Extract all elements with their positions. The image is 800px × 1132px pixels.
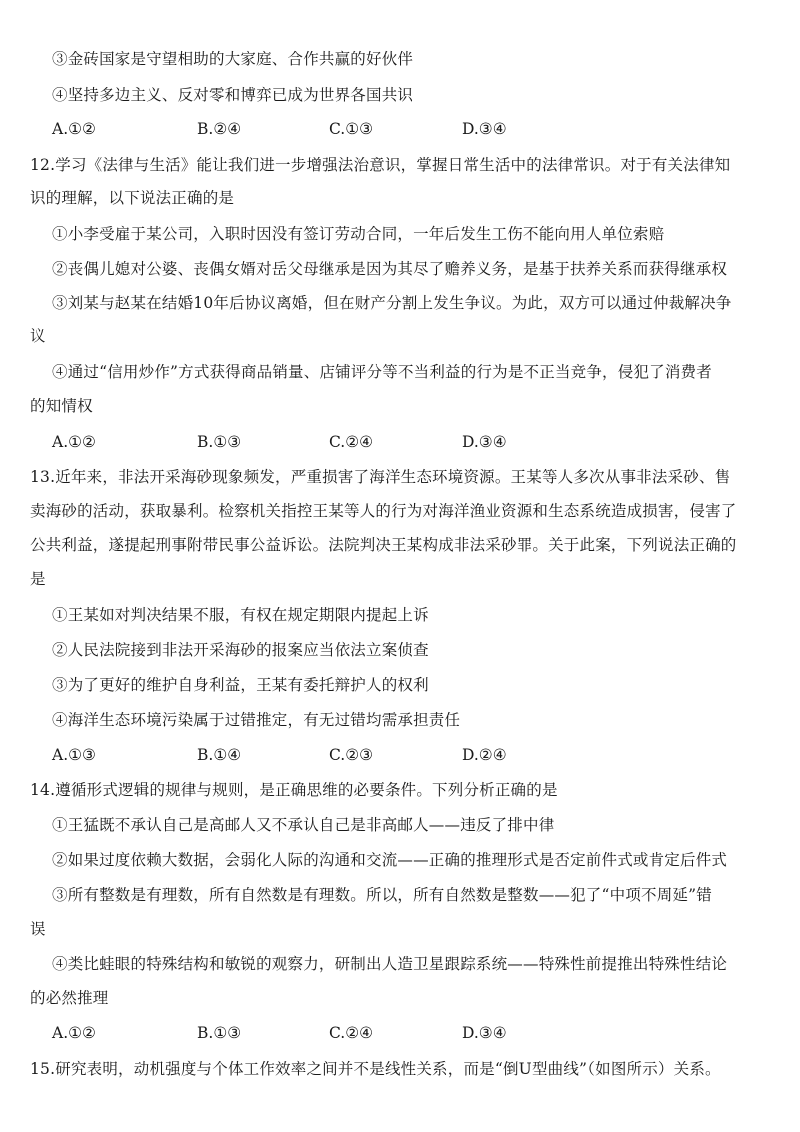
q12-stem-line-1: 12.学习《法律与生活》能让我们进一步增强法治意识，掌握日常生活中的法律常识。对于有关法律知 — [30, 156, 731, 174]
q14-option-d: D.③④ — [462, 1024, 507, 1042]
q13-item-3: ③为了更好的维护自身利益，王某有委托辩护人的权利 — [52, 676, 429, 694]
q14-option-b: B.①③ — [197, 1024, 242, 1042]
q12-item-4-line-1: ④通过“信用炒作”方式获得商品销量、店铺评分等不当利益的行为是不正当竞争，侵犯了消费者 — [52, 363, 712, 381]
q12-options — [52, 431, 752, 453]
q11-item-3: ③金砖国家是守望相助的大家庭、合作共赢的好伙伴 — [52, 50, 414, 68]
q11-options — [52, 118, 752, 140]
q11-option-b: B.②④ — [197, 120, 242, 138]
q13-stem-line-3: 公共利益，遂提起刑事附带民事公益诉讼。法院判决王某构成非法采砂罪。关于此案，下列说法正确的 — [30, 536, 737, 554]
q12-item-3-line-2: 议 — [30, 327, 46, 345]
q14-item-1: ①王猛既不承认自己是高邮人又不承认自己是非高邮人——违反了排中律 — [52, 816, 555, 834]
q13-option-b: B.①④ — [197, 746, 242, 764]
q14-item-3-line-2: 误 — [30, 920, 46, 938]
q14-item-2: ②如果过度依赖大数据，会弱化人际的沟通和交流——正确的推理形式是否定前件式或肯定后件式 — [52, 851, 728, 869]
q13-item-2: ②人民法院接到非法开采海砂的报案应当依法立案侦查 — [52, 641, 429, 659]
q15-stem-line-1: 15.研究表明，动机强度与个体工作效率之间并不是线性关系，而是“倒U型曲线”（如图所示）关系。 — [30, 1060, 721, 1078]
q13-item-4: ④海洋生态环境污染属于过错推定，有无过错均需承担责任 — [52, 711, 461, 729]
q14-option-a: A.①② — [52, 1024, 96, 1042]
q13-option-d: D.②④ — [462, 746, 507, 764]
q13-option-c: C.②③ — [329, 746, 374, 764]
q11-option-d: D.③④ — [462, 120, 507, 138]
q14-option-c: C.②④ — [329, 1024, 374, 1042]
q12-stem-line-2: 识的理解，以下说法正确的是 — [30, 189, 235, 207]
q12-item-2: ②丧偶儿媳对公婆、丧偶女婿对岳父母继承是因为其尽了赡养义务，是基于扶养关系而获得继承权 — [52, 260, 728, 278]
q14-stem-line-1: 14.遵循形式逻辑的规律与规则，是正确思维的必要条件。下列分析正确的是 — [30, 781, 558, 799]
q13-stem-line-1: 13.近年来，非法开采海砂现象频发，严重损害了海洋生态环境资源。王某等人多次从事非法采砂、售 — [30, 468, 731, 486]
q12-option-d: D.③④ — [462, 433, 507, 451]
q12-option-b: B.①③ — [197, 433, 242, 451]
q13-option-a: A.①③ — [52, 746, 96, 764]
q14-item-4-line-1: ④类比蛙眼的特殊结构和敏锐的观察力，研制出人造卫星跟踪系统——特殊性前提推出特殊性结论 — [52, 955, 728, 973]
q12-item-1: ①小李受雇于某公司，入职时因没有签订劳动合同，一年后发生工伤不能向用人单位索赔 — [52, 225, 665, 243]
q14-options — [52, 1022, 752, 1044]
q13-item-1: ①王某如对判决结果不服，有权在规定期限内提起上诉 — [52, 606, 429, 624]
q13-stem-line-2: 卖海砂的活动，获取暴利。检察机关指控王某等人的行为对海洋渔业资源和生态系统造成损害，侵害了 — [30, 502, 737, 520]
q11-item-4: ④坚持多边主义、反对零和博弈已成为世界各国共识 — [52, 86, 414, 104]
q12-item-4-line-2: 的知情权 — [30, 397, 93, 415]
q14-item-4-line-2: 的必然推理 — [30, 989, 109, 1007]
q12-item-3-line-1: ③刘某与赵某在结婚10年后协议离婚，但在财产分割上发生争议。为此，双方可以通过仲裁解决争 — [52, 294, 732, 312]
q12-option-a: A.①② — [52, 433, 96, 451]
q11-option-c: C.①③ — [329, 120, 374, 138]
q13-options — [52, 744, 752, 766]
q13-stem-line-4: 是 — [30, 570, 46, 588]
q14-item-3-line-1: ③所有整数是有理数，所有自然数是有理数。所以，所有自然数是整数——犯了“中项不周延”错 — [52, 886, 712, 904]
q11-option-a: A.①② — [52, 120, 96, 138]
q12-option-c: C.②④ — [329, 433, 374, 451]
